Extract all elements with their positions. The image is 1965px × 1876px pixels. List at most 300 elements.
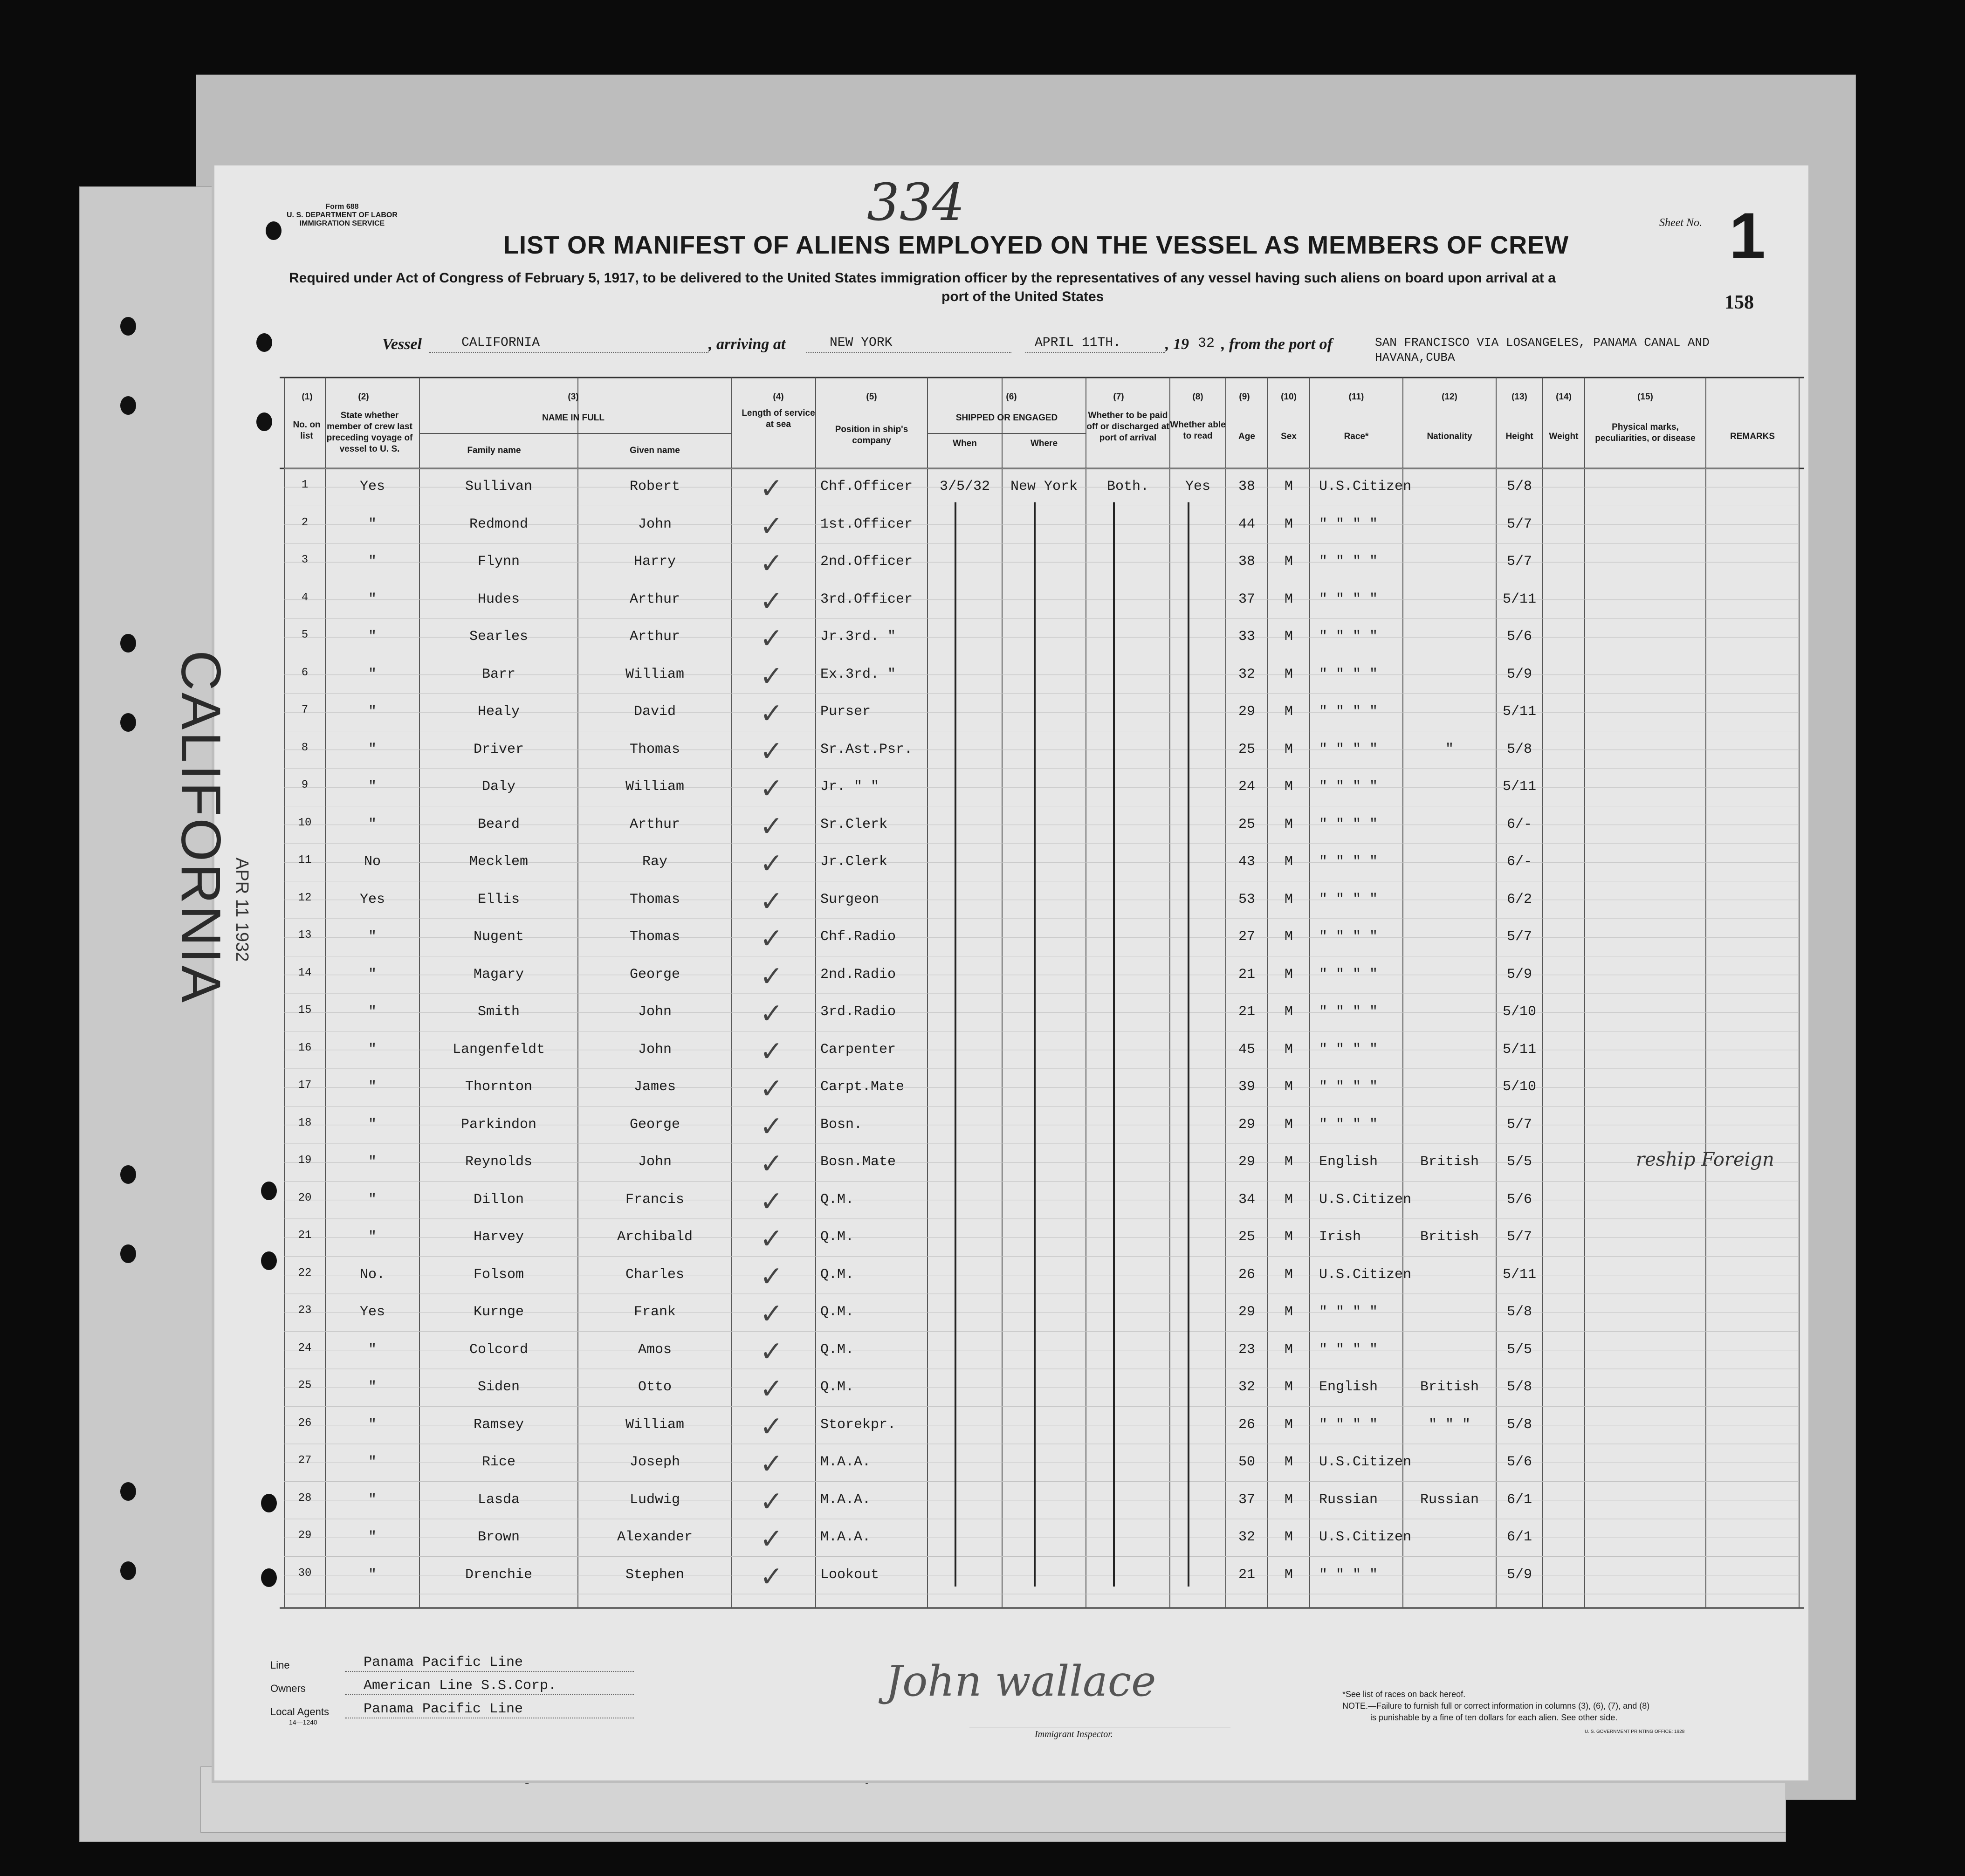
service-checkmark-icon: ✓ [760,1411,783,1442]
row-prev-voyage: No [364,854,381,870]
row-height: 5/7 [1506,516,1532,532]
col-num-15: (15) [1637,392,1653,402]
punch-hole [120,1244,136,1263]
row-height: 6/- [1506,816,1532,832]
row-sex: M [1284,1416,1293,1433]
punch-hole [120,1561,136,1580]
vessel-stamp: CALIFORNIA [170,650,232,1005]
row-prev-voyage: " [368,816,377,832]
row-age: 38 [1238,479,1255,495]
row-sex: M [1284,1116,1293,1133]
service-checkmark-icon: ✓ [760,1449,783,1479]
row-family-name: Nugent [473,929,524,945]
date-stamp: APR 11 1932 [232,858,252,962]
row-given-name: William [625,666,685,682]
row-prev-voyage: " [368,1454,377,1470]
row-race: English [1319,1379,1378,1395]
row-race: U.S.Citizen [1319,1454,1412,1470]
row-prev-voyage: Yes [359,479,385,495]
row-sex: M [1284,1379,1293,1395]
row-number: 4 [301,591,309,604]
row-sex: M [1284,629,1293,645]
row-age: 37 [1238,1491,1255,1508]
row-age: 21 [1238,966,1255,983]
row-age: 45 [1238,1041,1255,1058]
page-title: LIST OR MANIFEST OF ALIENS EMPLOYED ON THE VESSEL AS MEMBERS OF CREW [503,231,1569,259]
row-age: 27 [1238,929,1255,945]
col-header-no: No. on list [293,420,321,441]
row-age: 34 [1238,1191,1255,1208]
service-checkmark-icon: ✓ [760,811,783,842]
row-family-name: Searles [469,629,529,645]
row-sex: M [1284,1341,1293,1358]
row-number: 5 [301,629,309,641]
note-penalty-cont: is punishable by a fine of ten dollars for each alien. See other side. [1370,1713,1618,1722]
sheet-label: Sheet No. [1659,217,1702,229]
service-checkmark-icon: ✓ [760,548,783,579]
row-position: Q.M. [820,1304,854,1320]
row-shipped-where: New York [1010,479,1078,495]
row-race: " " " " [1319,591,1378,607]
row-number: 21 [298,1229,312,1242]
service-checkmark-icon: ✓ [760,848,783,879]
arrival-year: 32 [1198,336,1215,351]
row-position: Carpt.Mate [820,1079,905,1095]
col-header-height: Height [1505,432,1533,441]
row-race: " " " " [1319,1041,1378,1058]
year-prefix: , 19 [1165,336,1189,353]
row-family-name: Colcord [469,1341,529,1358]
col-num-4: (4) [773,392,784,402]
arriving-label: , arriving at [708,336,786,353]
col-header-prev-voyage: State whether member of crew last preceding voyage of vessel to U. S. [326,411,413,454]
service-checkmark-icon: ✓ [760,698,783,729]
row-height: 5/8 [1506,741,1532,757]
col-header-when: When [953,439,977,448]
row-family-name: Ramsey [473,1416,524,1433]
row-race: " " " " [1319,929,1378,945]
service-checkmark-icon: ✓ [760,1336,783,1367]
row-nationality: British [1420,1379,1479,1395]
row-sex: M [1284,816,1293,832]
col-header-shipped: SHIPPED OR ENGAGED [955,413,1058,423]
arrival-port: NEW YORK [830,336,893,350]
row-family-name: Ellis [477,891,520,907]
row-paid-off: Both. [1106,479,1149,495]
row-family-name: Harvey [473,1229,524,1245]
row-position: Q.M. [820,1379,854,1395]
col-header-paid-off: Whether to be paid off or discharged at port of arrival [1086,411,1169,443]
row-sex: M [1284,666,1293,682]
row-prev-voyage: " [368,779,377,795]
row-family-name: Barr [481,666,515,682]
row-number: 30 [298,1567,312,1580]
row-prev-voyage: " [368,516,377,532]
col-header-age: Age [1238,432,1255,441]
row-position: 2nd.Radio [820,966,896,983]
row-number: 11 [298,854,312,866]
row-given-name: Archibald [617,1229,693,1245]
agents-value: Panama Pacific Line [364,1701,523,1717]
row-height: 5/8 [1506,479,1532,495]
department-name: U. S. DEPARTMENT OF LABOR [287,211,398,219]
row-given-name: Charles [625,1266,685,1283]
row-position: Chf.Radio [820,929,896,945]
row-prev-voyage: No. [359,1266,385,1283]
row-family-name: Magary [473,966,524,983]
row-given-name: William [625,1416,685,1433]
row-race: " " " " [1319,816,1378,832]
inspector-label: Immigrant Inspector. [1035,1729,1113,1739]
service-checkmark-icon: ✓ [760,1073,783,1104]
row-prev-voyage: " [368,704,377,720]
row-prev-voyage: " [368,1379,377,1395]
row-prev-voyage: " [368,1079,377,1095]
row-prev-voyage: " [368,1116,377,1133]
from-port: SAN FRANCISCO VIA LOSANGELES, PANAMA CANAL AND [1375,336,1710,350]
row-prev-voyage: " [368,1004,377,1020]
col-header-nationality: Nationality [1427,432,1472,441]
row-sex: M [1284,591,1293,607]
row-age: 29 [1238,1154,1255,1170]
row-race: " " " " [1319,704,1378,720]
row-family-name: Rice [481,1454,515,1470]
row-family-name: Thornton [465,1079,533,1095]
service-checkmark-icon: ✓ [760,1223,783,1254]
row-race: Irish [1319,1229,1361,1245]
row-age: 44 [1238,516,1255,532]
service-checkmark-icon: ✓ [760,1486,783,1517]
row-race: " " " " [1319,1416,1378,1433]
row-number: 20 [298,1191,312,1204]
row-given-name: Stephen [625,1567,685,1583]
row-height: 5/11 [1502,779,1536,795]
row-given-name: Thomas [629,929,680,945]
row-given-name: James [633,1079,676,1095]
row-height: 6/1 [1506,1529,1532,1545]
service-checkmark-icon: ✓ [760,1148,783,1179]
row-position: Jr. " " [820,779,879,795]
service-checkmark-icon: ✓ [760,1111,783,1142]
row-family-name: Driver [473,741,524,757]
page-number: 158 [1725,292,1754,313]
row-able-to-read: Yes [1185,479,1210,495]
row-age: 32 [1238,1379,1255,1395]
row-given-name: Thomas [629,741,680,757]
punch-hole [120,713,136,732]
vessel-name: CALIFORNIA [461,336,540,350]
row-race: U.S.Citizen [1319,1191,1412,1208]
row-position: 3rd.Radio [820,1004,896,1020]
row-position: Q.M. [820,1191,854,1208]
row-height: 5/10 [1502,1079,1536,1095]
service-checkmark-icon: ✓ [760,1186,783,1217]
row-sex: M [1284,854,1293,870]
row-prev-voyage: " [368,666,377,682]
row-prev-voyage: " [368,1154,377,1170]
row-sex: M [1284,1041,1293,1058]
row-race: " " " " [1319,1004,1378,1020]
row-prev-voyage: " [368,1529,377,1545]
service-checkmark-icon: ✓ [760,773,783,804]
row-race: Russian [1319,1491,1378,1508]
service-name: IMMIGRATION SERVICE [299,220,385,227]
row-position: Q.M. [820,1229,854,1245]
row-position: Jr.Clerk [820,854,888,870]
col-header-read: Whether able to read [1170,420,1226,441]
inspector-signature: John wallace [886,1657,1156,1706]
row-number: 3 [301,554,309,566]
row-nationality: Russian [1420,1491,1479,1508]
row-given-name: John [638,1041,672,1058]
row-position: Purser [820,704,871,720]
col-header-position: Position in ship's company [835,425,908,446]
row-height: 5/11 [1502,1041,1536,1058]
col-num-14: (14) [1556,392,1572,402]
row-prev-voyage: " [368,966,377,983]
row-height: 5/6 [1506,629,1532,645]
row-prev-voyage: " [368,1191,377,1208]
row-sex: M [1284,741,1293,757]
row-nationality: " [1445,741,1454,757]
row-given-name: George [629,1116,680,1133]
row-nationality: British [1420,1154,1479,1170]
row-race: U.S.Citizen [1319,1266,1412,1283]
row-height: 5/9 [1506,666,1532,682]
row-height: 5/6 [1506,1191,1532,1208]
row-given-name: Harry [633,554,676,570]
col-header-family: Family name [467,446,521,455]
row-sex: M [1284,704,1293,720]
row-race: " " " " [1319,516,1378,532]
row-age: 29 [1238,1304,1255,1320]
row-number: 14 [298,966,312,979]
row-sex: M [1284,1567,1293,1583]
row-number: 9 [301,779,309,791]
row-race: English [1319,1154,1378,1170]
row-prev-voyage: " [368,629,377,645]
punch-hole [120,1482,136,1501]
row-race: " " " " [1319,854,1378,870]
handwritten-number: 334 [867,172,965,232]
row-sex: M [1284,966,1293,983]
arrival-date: APRIL 11TH. [1035,336,1121,350]
row-prev-voyage: " [368,1041,377,1058]
row-position: 1st.Officer [820,516,913,532]
row-sex: M [1284,1304,1293,1320]
row-given-name: John [638,516,672,532]
row-age: 23 [1238,1341,1255,1358]
row-race: " " " " [1319,1079,1378,1095]
printer-line: U. S. GOVERNMENT PRINTING OFFICE: 1928 [1585,1729,1685,1734]
row-number: 28 [298,1491,312,1505]
row-number: 12 [298,891,312,904]
service-checkmark-icon: ✓ [760,1374,783,1404]
col-header-remarks: REMARKS [1730,432,1775,441]
row-height: 6/1 [1506,1491,1532,1508]
col-num-1: (1) [302,392,313,402]
row-age: 39 [1238,1079,1255,1095]
row-age: 29 [1238,704,1255,720]
row-position: 3rd.Officer [820,591,913,607]
row-prev-voyage: " [368,1567,377,1583]
row-prev-voyage: " [368,929,377,945]
punch-hole [120,396,136,415]
row-family-name: Siden [477,1379,520,1395]
row-age: 25 [1238,741,1255,757]
row-family-name: Reynolds [465,1154,533,1170]
row-position: Sr.Ast.Psr. [820,741,913,757]
row-number: 15 [298,1004,312,1017]
row-given-name: Francis [625,1191,685,1208]
row-race: " " " " [1319,1567,1378,1583]
row-given-name: Amos [638,1341,672,1358]
subtitle: Required under Act of Congress of February 5, 1917, to be delivered to the United States immigration officer by the representatives of any vessel having such aliens on board upon arrival at a [289,270,1556,286]
row-family-name: Sullivan [465,479,533,495]
row-number: 16 [298,1041,312,1054]
line-field [345,1671,634,1672]
row-position: Sr.Clerk [820,816,888,832]
row-height: 5/8 [1506,1304,1532,1320]
row-family-name: Parkindon [460,1116,537,1133]
row-family-name: Folsom [473,1266,524,1283]
row-age: 32 [1238,1529,1255,1545]
row-family-name: Flynn [477,554,520,570]
note-penalty: NOTE.—Failure to furnish full or correct information in columns (3), (6), (7), and (8) [1342,1701,1650,1711]
punch-hole [120,317,136,336]
col-num-9: (9) [1239,392,1250,402]
row-height: 5/6 [1506,1454,1532,1470]
row-race: " " " " [1319,1341,1378,1358]
service-checkmark-icon: ✓ [760,623,783,654]
col-num-11: (11) [1348,392,1364,402]
row-sex: M [1284,779,1293,795]
row-position: M.A.A. [820,1529,871,1545]
row-age: 37 [1238,591,1255,607]
col-header-physical: Physical marks, peculiarities, or disease [1595,422,1696,443]
col-header-weight: Weight [1549,432,1579,441]
row-number: 26 [298,1416,312,1429]
row-given-name: Joseph [629,1454,680,1470]
row-age: 53 [1238,891,1255,907]
row-given-name: George [629,966,680,983]
row-height: 5/8 [1506,1379,1532,1395]
vessel-label: Vessel [382,336,422,353]
row-sex: M [1284,1079,1293,1095]
row-race: U.S.Citizen [1319,479,1412,495]
row-given-name: Ray [642,854,667,870]
row-race: " " " " [1319,1116,1378,1133]
row-age: 25 [1238,816,1255,832]
row-race: " " " " [1319,1304,1378,1320]
row-prev-voyage: " [368,1341,377,1358]
row-family-name: Beard [477,816,520,832]
row-number: 27 [298,1454,312,1467]
row-number: 7 [301,704,309,716]
row-nationality: " " " [1428,1416,1470,1433]
row-number: 25 [298,1379,312,1392]
row-given-name: Thomas [629,891,680,907]
row-sex: M [1284,1266,1293,1283]
row-race: " " " " [1319,891,1378,907]
row-family-name: Healy [477,704,520,720]
row-height: 5/9 [1506,966,1532,983]
row-height: 5/11 [1502,704,1536,720]
row-prev-voyage: " [368,1416,377,1433]
subtitle-cont: port of the United States [941,289,1104,304]
col-header-where: Where [1030,439,1058,448]
service-checkmark-icon: ✓ [760,473,783,504]
row-height: 6/2 [1506,891,1532,907]
row-family-name: Langenfeldt [452,1041,545,1058]
row-height: 6/- [1506,854,1532,870]
row-family-name: Kurnge [473,1304,524,1320]
note-races: *See list of races on back hereof. [1342,1690,1466,1699]
service-checkmark-icon: ✓ [760,998,783,1029]
row-height: 5/5 [1506,1341,1532,1358]
service-checkmark-icon: ✓ [760,1524,783,1554]
row-number: 8 [301,741,309,754]
row-prev-voyage: Yes [359,1304,385,1320]
row-number: 22 [298,1266,312,1279]
row-height: 5/10 [1502,1004,1536,1020]
row-sex: M [1284,1454,1293,1470]
row-age: 26 [1238,1266,1255,1283]
row-position: M.A.A. [820,1454,871,1470]
col-num-12: (12) [1442,392,1457,402]
row-given-name: Alexander [617,1529,693,1545]
owners-label: Owners [270,1683,306,1694]
service-checkmark-icon: ✓ [760,1561,783,1592]
punch-hole [120,1165,136,1184]
row-race: " " " " [1319,966,1378,983]
row-race: " " " " [1319,629,1378,645]
row-race: " " " " [1319,741,1378,757]
row-family-name: Hudes [477,591,520,607]
row-age: 24 [1238,779,1255,795]
row-sex: M [1284,1229,1293,1245]
row-position: 2nd.Officer [820,554,913,570]
row-position: Q.M. [820,1266,854,1283]
col-header-name: NAME IN FULL [542,413,605,423]
row-position: Jr.3rd. " [820,629,896,645]
row-number: 17 [298,1079,312,1092]
row-family-name: Daly [481,779,515,795]
row-number: 18 [298,1116,312,1129]
row-prev-voyage: " [368,591,377,607]
row-age: 25 [1238,1229,1255,1245]
row-prev-voyage: " [368,741,377,757]
row-age: 33 [1238,629,1255,645]
row-given-name: Frank [633,1304,676,1320]
row-sex: M [1284,1004,1293,1020]
row-family-name: Dillon [473,1191,524,1208]
row-number: 10 [298,816,312,829]
row-given-name: John [638,1154,672,1170]
row-height: 5/7 [1506,1116,1532,1133]
agents-label: Local Agents [270,1706,329,1718]
row-position: Q.M. [820,1341,854,1358]
row-height: 5/11 [1502,591,1536,607]
row-sex: M [1284,929,1293,945]
row-sex: M [1284,891,1293,907]
col-num-7: (7) [1113,392,1124,402]
from-label: , from the port of [1221,336,1333,353]
row-height: 5/8 [1506,1416,1532,1433]
from-port-cont: HAVANA,CUBA [1375,350,1455,364]
col-num-8: (8) [1192,392,1203,402]
row-race: U.S.Citizen [1319,1529,1412,1545]
